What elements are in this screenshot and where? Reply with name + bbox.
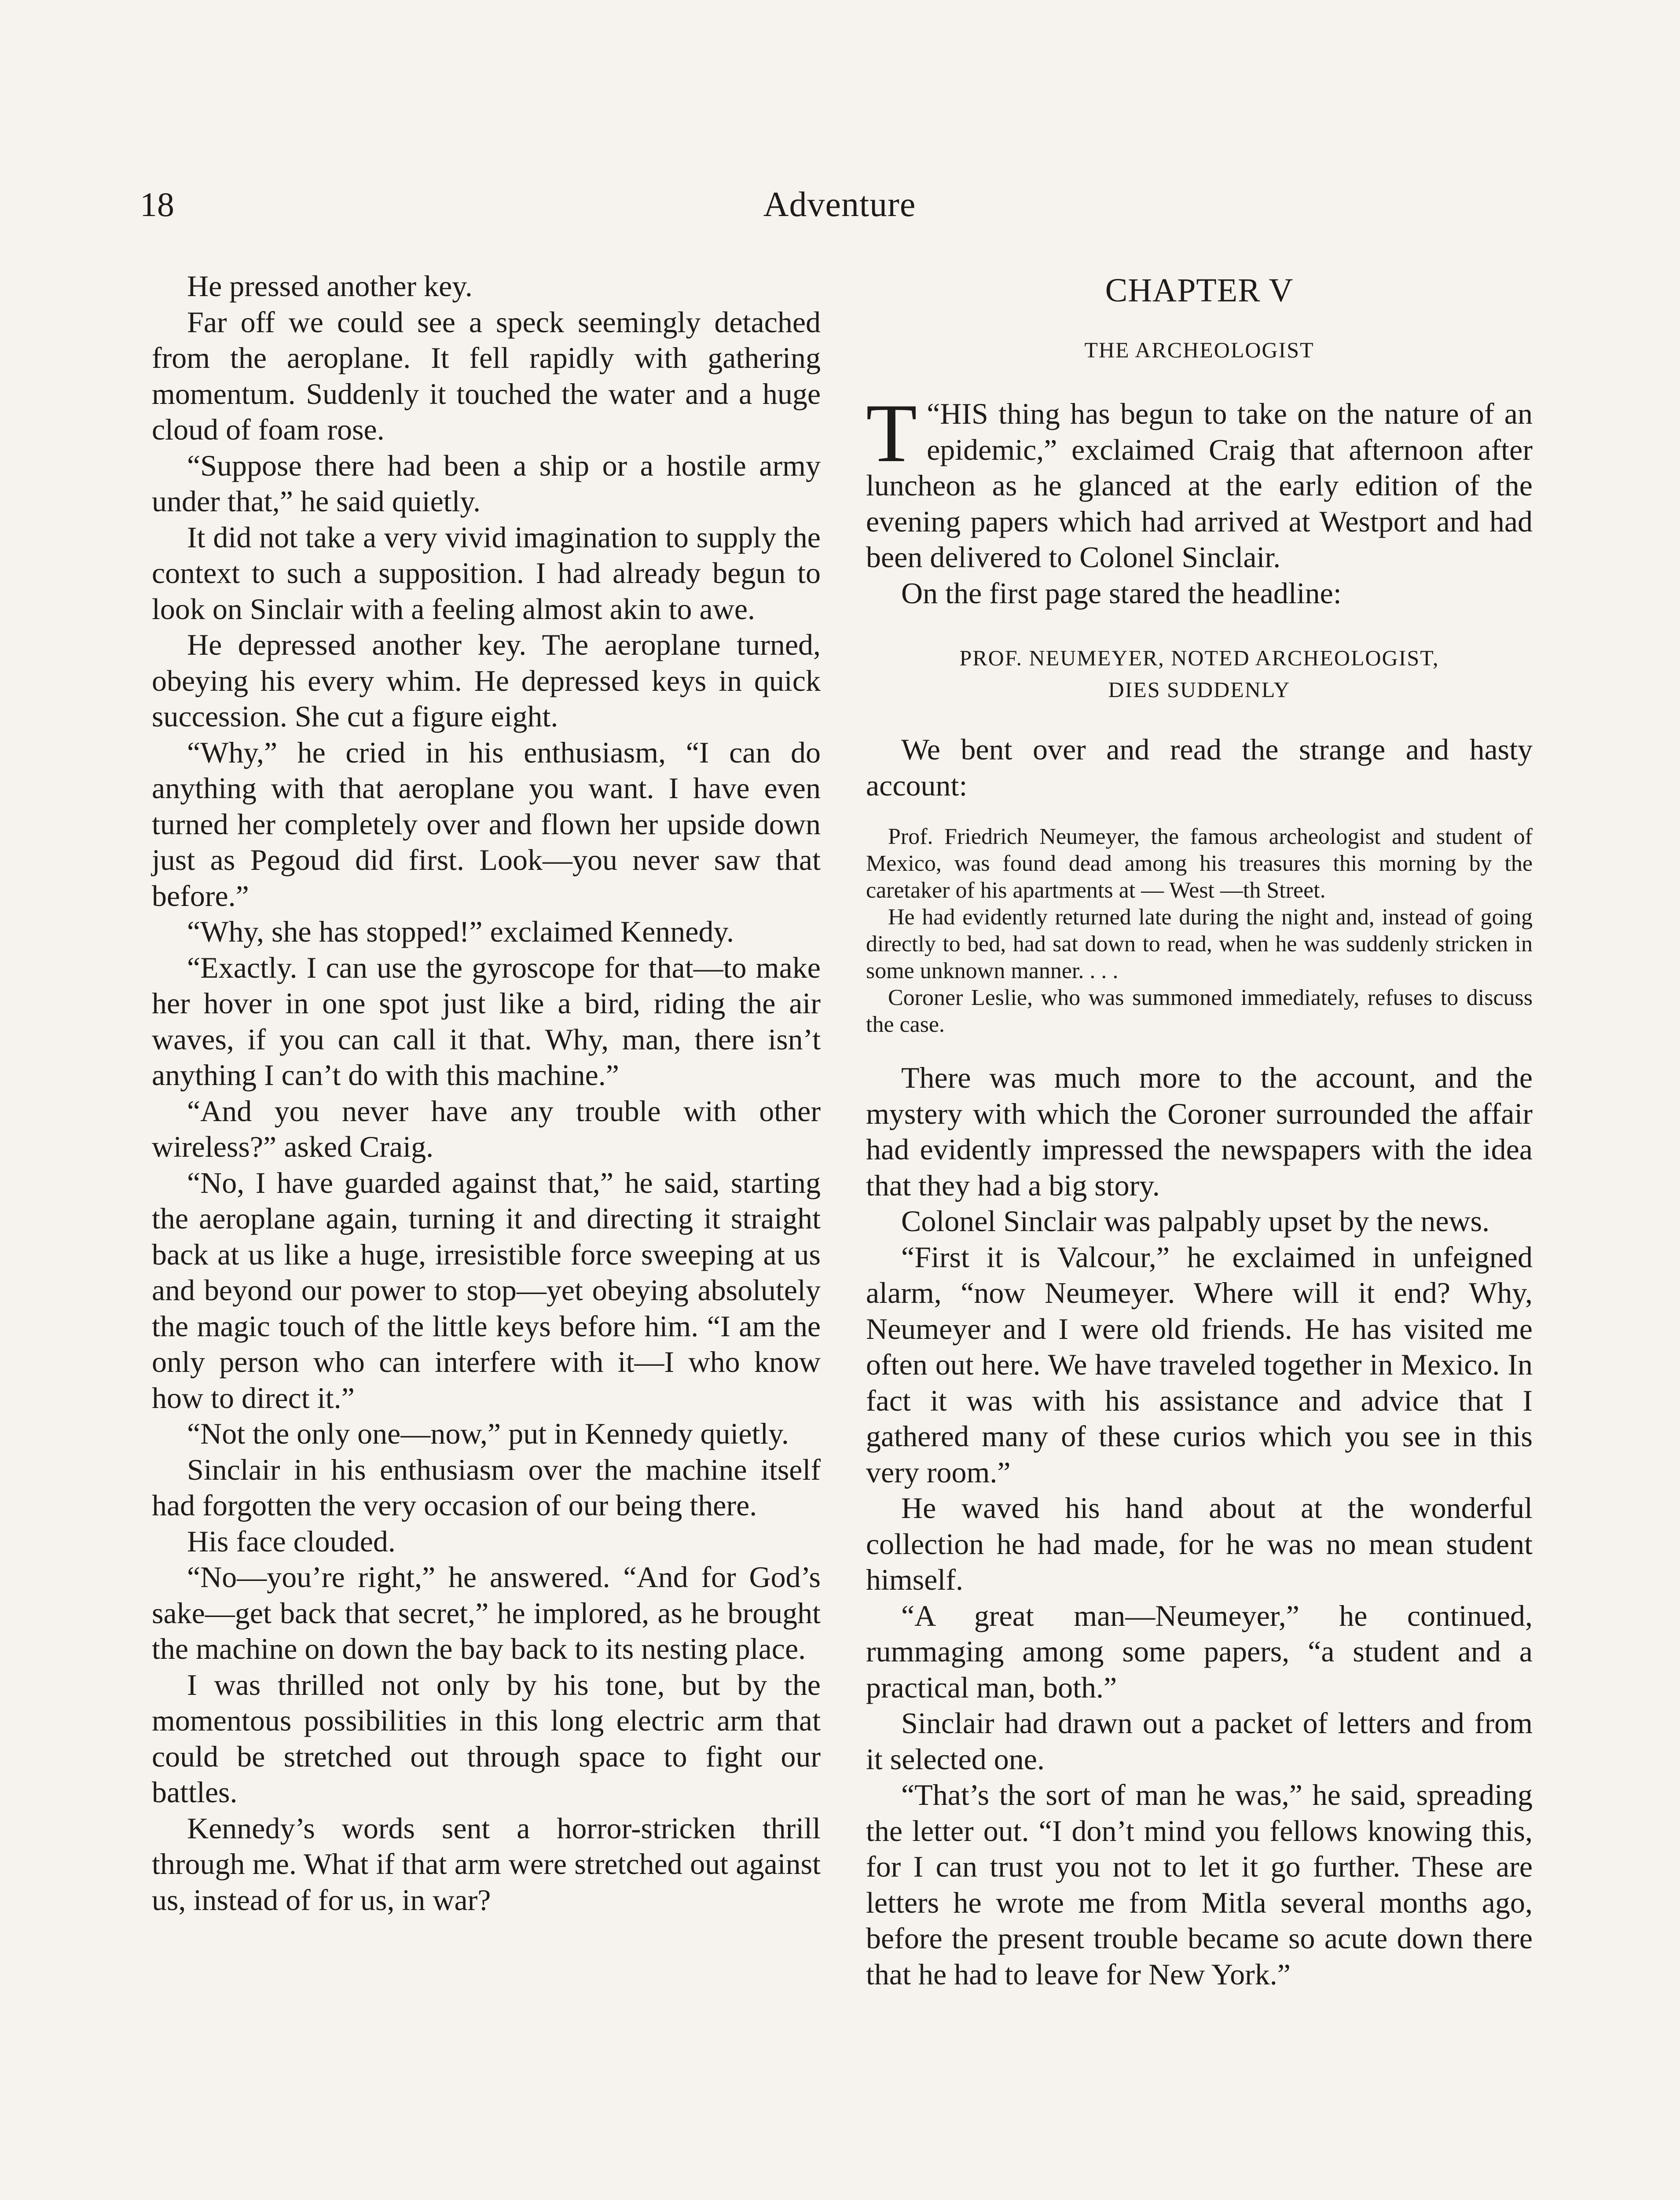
paragraph: His face clouded. [187,1524,396,1558]
paragraph: We bent over and read the strange and hasty account: [866,733,1533,802]
paragraph: “First it is Valcour,” he exclaimed in unfeigned alarm, “now Neumeyer. Where will it end? Why, Neumeyer and I were old friends. He has visited me often out here. We have traveled together in Mexico. In fact it was with his assistance and advice that I gathered many of these curios which you see in this very room.” [866,1240,1533,1489]
paragraph: Sinclair in his enthusiasm over the machine itself had forgotten the very occasion of our being there. [152,1452,821,1522]
paragraph: Colonel Sinclair was palpably upset by the news. [901,1204,1490,1238]
paragraph: “No, I have guarded against that,” he said, starting the aeroplane again, turning it and directing it straight back at us like a huge, irresistible force sweeping at us and beyond our power to stop—yet obeying absolutely the magic touch of the little keys before him. “I am the only person who can interfere with it—I who know how to direct it.” [152,1166,821,1415]
newspaper-clipping [866,823,1533,1038]
headline-line: DIES SUDDENLY [1108,677,1291,702]
drop-cap: T [866,387,917,480]
paragraph: There was much more to the account, and the mystery with which the Coroner surrounded the affair had evidently impressed the newspapers with the idea that they had a big story. [866,1061,1533,1202]
opening-quote: “ [927,397,940,430]
paragraph: “That’s the sort of man he was,” he said, spreading the letter out. “I don’t mind you fellows knowing this, for I can trust you not to let it go further. These are letters he wrote me from Mitla several months ago, before the present trouble became so acute down there that he had to leave for New York.” [866,1778,1533,1991]
paragraph: It did not take a very vivid imagination to supply the context to such a supposition. I had already begun to look on Sinclair with a feeling almost akin to awe. [152,520,821,626]
page-number: 18 [140,185,174,224]
paragraph: “Why, she has stopped!” exclaimed Kennedy. [187,915,734,948]
paragraph: “Exactly. I can use the gyroscope for that—to make her hover in one spot just like a bird, riding the air waves, if you can call it that. Why, man, there isn’t anything I can’t do with this machine.” [152,950,821,1092]
clipping-paragraph: Prof. Friedrich Neumeyer, the famous archeologist and student of Mexico, was found dead among his treasures this morning by the caretaker of his apartments at — West —th Street. [866,824,1533,903]
magazine-title: Adventure [763,185,916,224]
paragraph: He pressed another key. [187,269,473,303]
paragraph: On the first page stared the headline: [901,576,1342,610]
paragraph: He depressed another key. The aeroplane turned, obeying his every whim. He depressed keys in quick succession. She cut a figure eight. [152,628,821,733]
paragraph: “And you never have any trouble with other wireless?” asked Craig. [152,1094,821,1163]
chapter-subtitle: THE ARCHEOLOGIST [1084,337,1314,362]
paragraph: “A great man—Neumeyer,” he continued, rummaging among some papers, “a student and a practical man, both.” [866,1599,1533,1704]
paragraph: “No—you’re right,” he answered. “And for God’s sake—get back that secret,” he implored, as he brought the machine on down the bay back to its nesting place. [152,1560,821,1665]
left-column [152,268,821,1918]
paragraph: I was thrilled not only by his tone, but by the momentous possibilities in this long electric arm that could be stretched out through space to fight our battles. [152,1668,821,1809]
paragraph: “Not the only one—now,” put in Kennedy quietly. [187,1417,789,1450]
clipping-paragraph: He had evidently returned late during the night and, instead of going directly to bed, had sat down to read, when he was suddenly stricken in some unknown manner. . . . [866,905,1533,983]
paragraph: Far off we could see a speck seemingly detached from the aeroplane. It fell rapidly with gathering momentum. Suddenly it touched the water and a huge cloud of foam rose. [152,305,821,446]
opening-text: HIS thing has begun to take on the nature of an epidemic,” exclaimed Craig that afternoon after luncheon as he glanced at the early edition of the evening papers which had arrived at Westport and had been delivered to Colonel Sinclair. [866,397,1533,574]
paragraph: “Suppose there had been a ship or a hostile army under that,” he said quietly. [152,448,821,518]
paragraph: “Why,” he cried in his enthusiasm, “I can do anything with that aeroplane you want. I have even turned her completely over and flown her upside down just as Pegoud did first. Look—you never saw that before.” [152,735,821,913]
paragraph: Kennedy’s words sent a horror-stricken thrill through me. What if that arm were stretched out against us, instead of for us, in war? [152,1811,821,1917]
right-column [866,268,1533,1992]
opening-paragraph [866,387,1533,576]
headline-line: PROF. NEUMEYER, NOTED ARCHEOLOGIST, [959,645,1439,670]
paragraph: Sinclair had drawn out a packet of letters and from it selected one. [866,1706,1533,1776]
paragraph: He waved his hand about at the wonderful collection he had made, for he was no mean student himself. [866,1491,1533,1596]
page-header [140,178,1539,231]
newspaper-headline [866,642,1533,705]
chapter-title: CHAPTER V [1105,272,1294,309]
clipping-paragraph: Coroner Leslie, who was summoned immediately, refuses to discuss the case. [866,985,1533,1037]
